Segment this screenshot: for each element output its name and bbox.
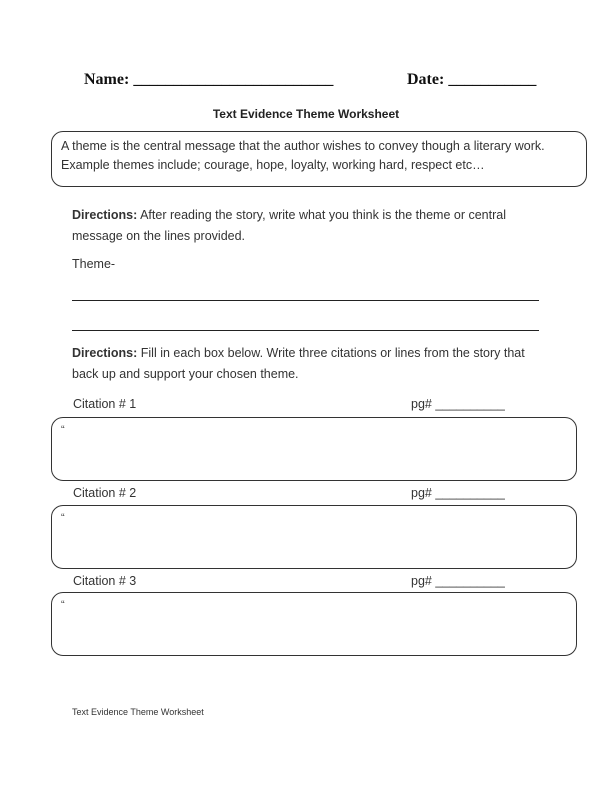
citation-2-label: Citation # 2 <box>73 486 137 500</box>
citation-1-label: Citation # 1 <box>73 397 137 411</box>
citation-1-page-field: pg# __________ <box>411 397 505 411</box>
citation-2-quote-mark: “ <box>61 512 65 524</box>
name-field-label: Name: _________________________ <box>84 71 334 88</box>
footer-text: Text Evidence Theme Worksheet <box>72 707 204 717</box>
directions-label: Directions: <box>72 346 138 360</box>
theme-label: Theme- <box>72 257 116 271</box>
citation-3-box[interactable] <box>51 592 577 656</box>
directions-text: After reading the story, write what you think is the theme or central message on the lines provided. <box>72 208 506 243</box>
directions-text: Fill in each box below. Write three citations or lines from the story that back up and support your chosen theme. <box>72 346 525 381</box>
directions-label: Directions: <box>72 208 138 222</box>
worksheet-title: Text Evidence Theme Worksheet <box>212 107 400 121</box>
citation-1-box[interactable] <box>51 417 577 481</box>
citation-2-page-field: pg# __________ <box>411 486 505 500</box>
theme-answer-line-2[interactable] <box>72 330 539 331</box>
citation-3-quote-mark: “ <box>61 599 65 611</box>
citation-2-box[interactable] <box>51 505 577 569</box>
citation-1-quote-mark: “ <box>61 424 65 436</box>
citation-3-label: Citation # 3 <box>73 574 137 588</box>
directions-citations <box>72 343 542 385</box>
citation-3-page-field: pg# __________ <box>411 574 505 588</box>
directions-theme <box>72 205 542 247</box>
date-field-label: Date: ___________ <box>407 71 537 88</box>
theme-answer-line-1[interactable] <box>72 300 539 301</box>
theme-definition-text: A theme is the central message that the author wishes to convey though a literary work. Example themes include; courage, hope, loyalty, working hard, respect etc… <box>61 139 545 172</box>
